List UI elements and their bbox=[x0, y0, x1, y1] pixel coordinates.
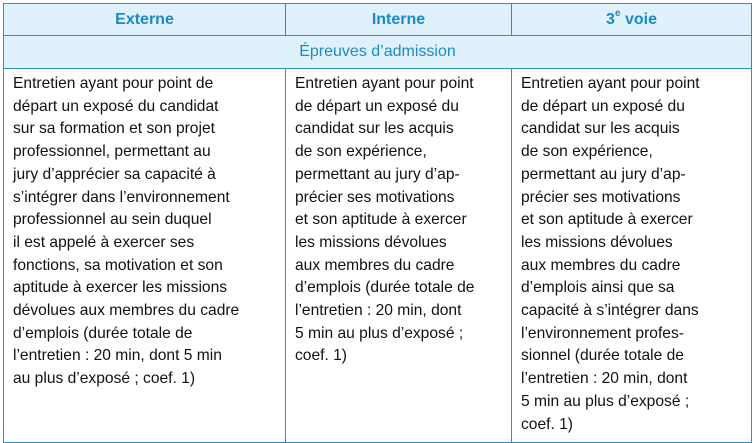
text-line: l’entretien : 20 min, dont bbox=[295, 302, 462, 320]
lines-troisieme bbox=[521, 73, 745, 436]
text-line: l’entretien : 20 min, dont bbox=[521, 370, 688, 388]
text-line: candidat sur les acquis bbox=[295, 120, 454, 138]
text-line: Entretien ayant pour point bbox=[295, 75, 474, 92]
text-line: capacité à s’intégrer dans bbox=[521, 302, 699, 320]
text-line: sionnel (durée totale de bbox=[521, 347, 684, 365]
text-line: d’emplois ainsi que sa bbox=[521, 279, 675, 297]
text-line: jury d’apprécier sa capacité à bbox=[13, 165, 216, 183]
text-line: aux membres du cadre bbox=[295, 256, 455, 274]
text-line: départ un exposé du candidat bbox=[13, 97, 219, 115]
text-line: de son expérience, bbox=[295, 143, 427, 161]
header-troisieme-sup: e bbox=[614, 8, 621, 20]
text-line: il est appelé à exercer ses bbox=[13, 233, 195, 251]
content-row bbox=[4, 69, 752, 443]
text-line: fonctions, sa motivation et son bbox=[13, 256, 223, 274]
header-row bbox=[4, 4, 752, 36]
text-line: précier ses motivations bbox=[521, 188, 681, 206]
text-line: au plus d’exposé ; coef. 1) bbox=[13, 370, 196, 388]
text-line: de départ un exposé du bbox=[295, 97, 459, 115]
text-line: dévolues aux membres du cadre bbox=[13, 302, 240, 320]
text-line: coef. 1) bbox=[521, 415, 574, 433]
text-line: 5 min au plus d’exposé ; bbox=[521, 392, 690, 410]
text-line: l’entretien : 20 min, dont 5 min bbox=[13, 347, 222, 365]
lines-interne bbox=[295, 73, 505, 368]
header-externe: Externe bbox=[4, 4, 286, 36]
text-line: les missions dévolues bbox=[521, 233, 673, 251]
text-line: de départ un exposé du bbox=[521, 97, 685, 115]
text-line: d’emplois (durée totale de bbox=[295, 279, 475, 297]
epreuves-admission-title: Épreuves d’admission bbox=[4, 36, 752, 69]
text-line: Entretien ayant pour point bbox=[521, 75, 700, 92]
header-troisieme-num: 3 bbox=[606, 10, 615, 28]
text-line: les missions dévolues bbox=[295, 233, 447, 251]
header-troisieme-rest: voie bbox=[620, 10, 657, 28]
lines-externe bbox=[13, 73, 279, 391]
admission-table bbox=[3, 3, 752, 443]
text-line: permettant au jury d’ap- bbox=[521, 165, 686, 183]
text-line: sur sa formation et son projet bbox=[13, 120, 215, 138]
text-line: et son aptitude à exercer bbox=[521, 211, 693, 229]
text-line: professionnel au sein duquel bbox=[13, 211, 212, 229]
text-line: de son expérience, bbox=[521, 143, 653, 161]
text-line: coef. 1) bbox=[295, 347, 348, 365]
cell-interne bbox=[286, 69, 512, 443]
text-line: 5 min au plus d’exposé ; bbox=[295, 324, 464, 342]
text-line: aptitude à exercer les missions bbox=[13, 279, 228, 297]
cell-externe bbox=[4, 69, 286, 443]
text-line: permettant au jury d’ap- bbox=[295, 165, 460, 183]
subheader-row bbox=[4, 36, 752, 69]
text-line: précier ses motivations bbox=[295, 188, 455, 206]
text-line: s’intégrer dans l’environnement bbox=[13, 188, 230, 206]
text-line: d’emplois (durée totale de bbox=[13, 324, 193, 342]
text-line: Entretien ayant pour point de bbox=[13, 75, 214, 92]
text-line: l’environnement profes- bbox=[521, 324, 684, 342]
text-line: aux membres du cadre bbox=[521, 256, 681, 274]
text-line: professionnel, permettant au bbox=[13, 143, 211, 161]
text-line: candidat sur les acquis bbox=[521, 120, 680, 138]
cell-troisieme-voie bbox=[512, 69, 752, 443]
text-line: et son aptitude à exercer bbox=[295, 211, 467, 229]
header-interne: Interne bbox=[286, 4, 512, 36]
header-troisieme-voie bbox=[512, 4, 752, 36]
